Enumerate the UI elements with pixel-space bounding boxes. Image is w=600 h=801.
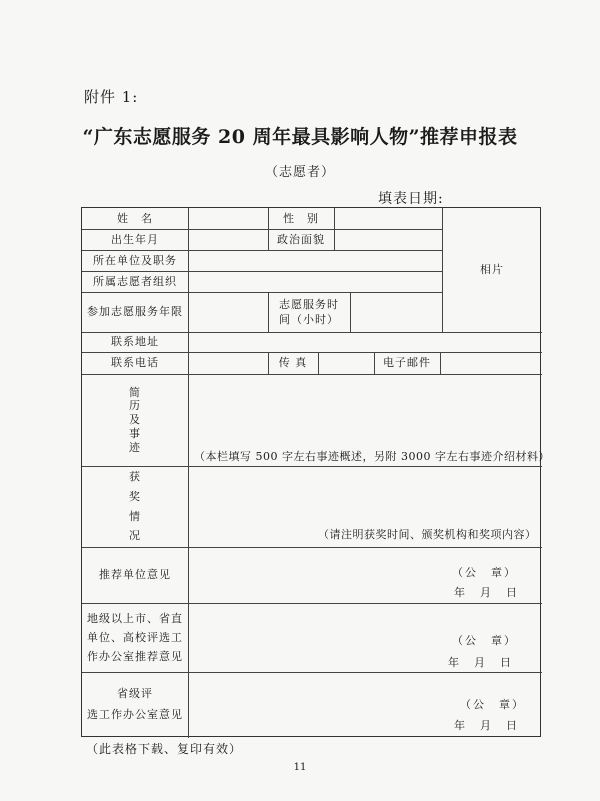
prov-office-line: 省级评: [117, 687, 153, 701]
prov-office-label: [82, 672, 188, 738]
employer-label: 所在单位及职务: [93, 253, 177, 267]
resume-char: 迹: [129, 440, 141, 454]
phone-label: 联系电话: [111, 356, 159, 370]
column-divider: [318, 352, 319, 374]
awards-char: 情: [129, 509, 141, 523]
resume-char: 历: [129, 399, 141, 413]
awards-char: 奖: [129, 489, 141, 503]
column-divider: [188, 208, 189, 738]
rec-unit-label: 推荐单位意见: [99, 568, 171, 582]
fax-label: 传 真: [278, 356, 308, 370]
gender-label: 性 别: [283, 211, 319, 225]
resume-note: （本栏填写 500 字左右事迹概述，另附 3000 字左右事迹介绍材料）: [194, 450, 550, 463]
application-form-table: [81, 207, 550, 737]
resume-char: 事: [129, 426, 141, 440]
birth-label: 出生年月: [111, 232, 159, 246]
city-office-date: 年 月 日: [448, 656, 513, 669]
download-note: （此表格下载、复印有效）: [86, 742, 243, 756]
name-label: 姓 名: [117, 211, 153, 225]
column-divider: [350, 292, 351, 332]
photo-label: 相片: [480, 263, 504, 277]
form-title: “广东志愿服务 20 周年最具影响人物”推荐申报表: [82, 126, 518, 148]
city-office-line: 作办公室推荐意见: [87, 650, 183, 664]
column-divider: [334, 208, 335, 250]
awards-label: [82, 466, 188, 547]
attachment-label: 附件 1:: [84, 88, 139, 106]
address-label: 联系地址: [111, 335, 159, 349]
rec-unit-date: 年 月 日: [454, 586, 519, 599]
hours-label: [268, 292, 350, 332]
prov-office-line: 选工作办公室意见: [87, 708, 183, 721]
city-office-line: 地级以上市、省直: [87, 611, 183, 625]
awards-note: （请注明获奖时间、颁奖机构和奖项内容）: [318, 528, 537, 541]
form-subtitle: （志愿者）: [264, 165, 335, 180]
volunteer-org-label: 所属志愿者组织: [93, 274, 177, 288]
city-office-line: 单位、高校评选工: [87, 630, 183, 644]
hours-label-line1: 志愿服务时: [279, 297, 339, 311]
awards-char: 获: [129, 469, 141, 483]
resume-char: 及: [129, 413, 141, 427]
rec-unit-seal: （公 章）: [452, 566, 517, 579]
column-divider: [440, 352, 441, 374]
prov-office-date: 年 月 日: [454, 719, 519, 732]
resume-char: 简: [129, 385, 141, 399]
political-label: 政治面貌: [277, 232, 325, 246]
city-office-label: [82, 603, 188, 672]
hours-label-line2: 间（小时）: [279, 313, 339, 326]
resume-label: [82, 374, 188, 466]
years-label: 参加志愿服务年限: [87, 305, 183, 319]
email-label: 电子邮件: [383, 356, 431, 370]
city-office-seal: （公 章）: [452, 634, 517, 647]
page-number: 11: [293, 762, 307, 773]
fill-date-label: 填表日期:: [378, 191, 444, 207]
prov-office-seal: （公 章）: [460, 698, 525, 711]
awards-char: 况: [129, 529, 141, 543]
